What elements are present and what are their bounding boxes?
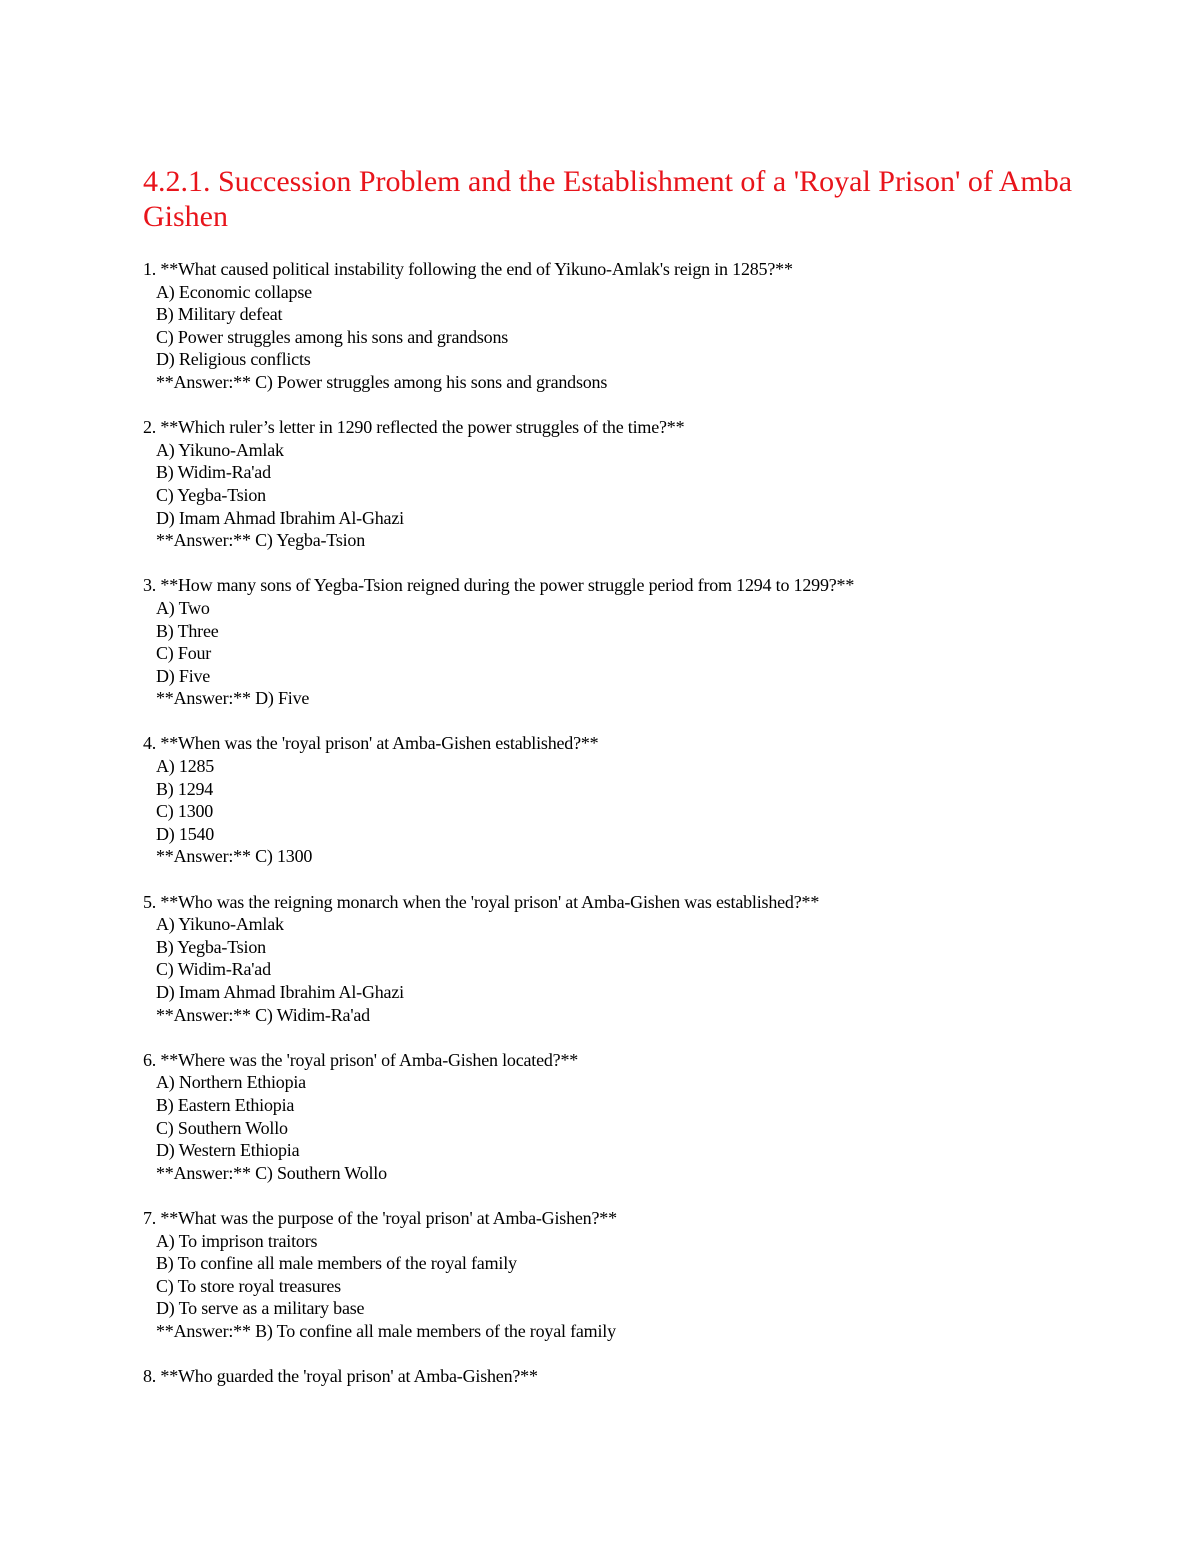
option-b: B) Military defeat (156, 304, 283, 325)
answer-text: **Answer:** C) Southern Wollo (156, 1162, 387, 1183)
option-d: D) Imam Ahmad Ibrahim Al-Ghazi (156, 982, 404, 1002)
option-c: C) 1300 (156, 801, 214, 822)
section-heading: 4.2.1. Succession Problem and the Establishment of a 'Royal Prison' of Amba Gishen (143, 165, 1073, 233)
option-d: D) To serve as a military base (156, 1298, 365, 1319)
question-text: 5. **Who was the reigning monarch when the 'royal prison' at Amba-Gishen was established?** (143, 891, 820, 912)
option-b: B) Three (156, 620, 219, 641)
question-item (143, 891, 1103, 1027)
option-a: A) Two (156, 597, 210, 618)
option-d: D) Imam Ahmad Ibrahim Al-Ghazi (156, 507, 404, 528)
question-text: 7. **What was the purpose of the 'royal prison' at Amba-Gishen?** (143, 1207, 617, 1228)
option-d: D) Religious conflicts (156, 349, 311, 370)
option-c: C) Widim-Ra'ad (156, 959, 271, 980)
answer-text: **Answer:** C) 1300 (156, 846, 313, 867)
question-text: 6. **Where was the 'royal prison' of Amba-Gishen located?** (143, 1049, 579, 1070)
question-text: 8. **Who guarded the 'royal prison' at Amba-Gishen?** (143, 1366, 538, 1387)
option-c: C) Power struggles among his sons and grandsons (156, 326, 509, 347)
question-item (143, 258, 1103, 394)
option-b: B) Eastern Ethiopia (156, 1094, 295, 1115)
answer-text: **Answer:** C) Yegba-Tsion (156, 530, 366, 551)
option-b: B) To confine all male members of the royal family (156, 1253, 517, 1274)
option-c: C) Southern Wollo (156, 1117, 288, 1138)
answer-text: **Answer:** C) Power struggles among his sons and grandsons (156, 371, 608, 392)
option-d: D) Western Ethiopia (156, 1140, 300, 1161)
answer-text: **Answer:** B) To confine all male members of the royal family (156, 1320, 616, 1341)
option-a: A) 1285 (156, 756, 215, 777)
question-text: 4. **When was the 'royal prison' at Amba-Gishen established?** (143, 733, 599, 754)
question-text: 3. **How many sons of Yegba-Tsion reigned during the power struggle period from 1294 to 1299?** (143, 575, 855, 596)
option-d: D) Five (156, 665, 211, 686)
option-a: A) Northern Ethiopia (156, 1072, 306, 1093)
question-item (143, 732, 1103, 868)
question-item (143, 1049, 1103, 1185)
question-item (143, 1207, 1103, 1343)
question-item (143, 1365, 1103, 1388)
question-item (143, 416, 1103, 552)
option-b: B) 1294 (156, 778, 214, 799)
option-c: C) To store royal treasures (156, 1275, 341, 1296)
option-a: A) To imprison traitors (156, 1230, 318, 1251)
option-d: D) 1540 (156, 823, 215, 844)
question-item (143, 574, 1103, 710)
option-c: C) Four (156, 643, 212, 664)
answer-text: **Answer:** D) Five (156, 688, 310, 709)
question-list (143, 258, 1103, 1410)
option-b: B) Yegba-Tsion (156, 936, 266, 957)
option-a: A) Yikuno-Amlak (156, 439, 284, 460)
option-a: A) Yikuno-Amlak (156, 914, 284, 935)
answer-text: **Answer:** C) Widim-Ra'ad (156, 1004, 370, 1025)
question-text: 1. **What caused political instability following the end of Yikuno-Amlak's reign in 1285?** (143, 259, 793, 279)
option-b: B) Widim-Ra'ad (156, 462, 271, 483)
question-text: 2. **Which ruler’s letter in 1290 reflected the power struggles of the time?** (143, 417, 685, 438)
option-a: A) Economic collapse (156, 281, 312, 302)
option-c: C) Yegba-Tsion (156, 484, 266, 505)
